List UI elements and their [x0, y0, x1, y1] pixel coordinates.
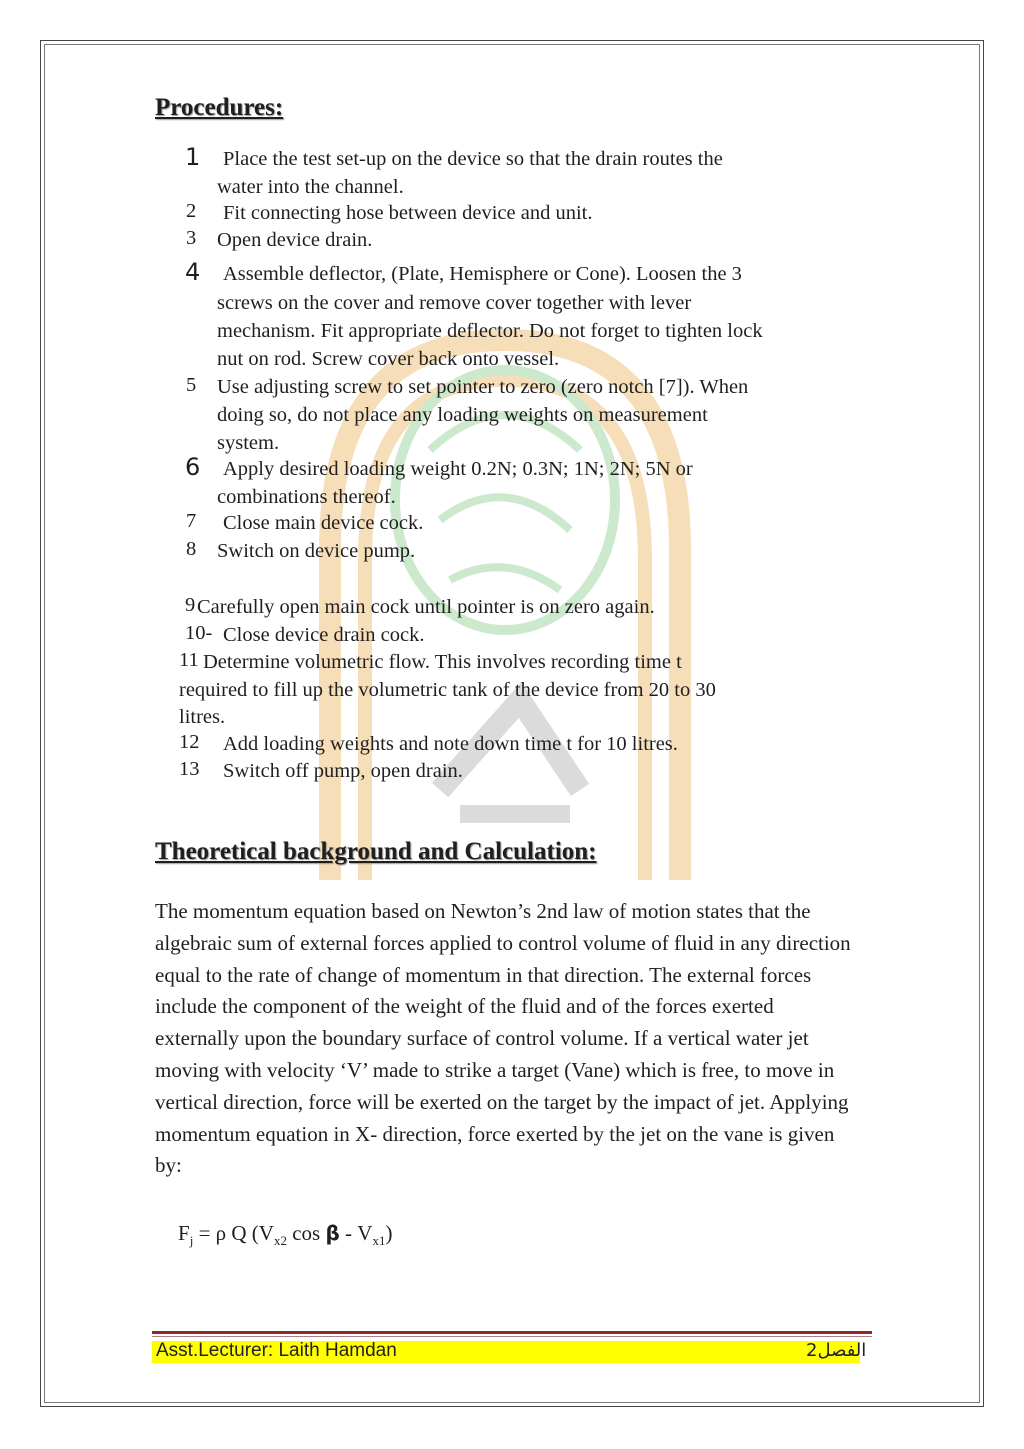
step-10-number: 10-: [185, 622, 213, 644]
step-5-line-2: doing so, do not place any loading weights on measurement: [217, 404, 708, 426]
step-8-line-1: Switch on device pump.: [217, 540, 416, 562]
formula-close: ): [385, 1221, 393, 1245]
formula-cos: cos: [286, 1221, 326, 1245]
formula-sub2: x1: [372, 1233, 386, 1249]
step-6-number: 6: [185, 453, 201, 481]
step-4-line-3: mechanism. Fit appropriate deflector. Do not forget to tighten lock: [217, 320, 763, 342]
footer-page-label: الفصل2: [806, 1340, 867, 1361]
step-7-number: 7: [186, 510, 197, 532]
formula-beta: β: [325, 1221, 340, 1245]
formula-lhs-sub: j: [189, 1233, 194, 1249]
step-5-line-3: system.: [217, 432, 280, 454]
step-2-line-1: Fit connecting hose between device and unit.: [223, 202, 593, 224]
formula-sub1: x2: [273, 1233, 287, 1249]
step-1-number: 1: [185, 143, 201, 171]
step-12-number: 12: [179, 731, 200, 753]
step-5-number: 5: [186, 374, 197, 396]
step-13-number: 13: [179, 758, 200, 780]
formula-eq: = ρ Q (V: [193, 1221, 274, 1245]
momentum-formula: [178, 1221, 392, 1249]
step-6-line-1: Apply desired loading weight 0.2N; 0.3N; 1N; 2N; 5N or: [223, 458, 693, 480]
footer-rule: [152, 1331, 872, 1334]
step-4-number: 4: [185, 258, 201, 286]
footer-author: Asst.Lecturer: Laith Hamdan: [156, 1340, 397, 1361]
step-4-line-2: screws on the cover and remove cover together with lever: [217, 292, 692, 314]
step-9-number: 9: [185, 594, 196, 616]
theory-heading: Theoretical background and Calculation:: [155, 838, 597, 865]
theory-paragraph: The momentum equation based on Newton’s 2nd law of motion states that the algebraic sum of external forces applied to control volume of fluid in any direction equal to the rate of change of momentum in that direction. The external forces include the component of the weight of the fluid and of the forces exerted externally upon the boundary surface of control volume. If a vertical water jet moving with velocity ‘V’ made to strike a target (Vane) which is free, to move in vertical direction, force will be exerted on the target by the impact of jet. Applying momentum equation in X- direction, force exerted by the jet on the vane is given by:: [155, 899, 851, 1178]
step-11-number: 11: [179, 649, 199, 671]
step-3-number: 3: [186, 227, 197, 249]
step-4-line-4: nut on rod. Screw cover back onto vessel.: [217, 348, 560, 370]
step-13-line-1: Switch off pump, open drain.: [223, 760, 463, 782]
step-11-line-3: litres.: [179, 706, 226, 728]
step-11-line-2: required to fill up the volumetric tank of the device from 20 to 30: [179, 679, 716, 701]
step-3-line-1: Open device drain.: [217, 229, 373, 251]
procedures-heading: Procedures:: [155, 94, 284, 121]
step-7-line-1: Close main device cock.: [223, 512, 424, 534]
footer-rule-thin: [152, 1336, 872, 1337]
step-1-line-2: water into the channel.: [217, 176, 404, 198]
step-9-line-1: Carefully open main cock until pointer is on zero again.: [197, 596, 655, 618]
step-11-line-1: Determine volumetric flow. This involves recording time t: [203, 651, 682, 673]
step-2-number: 2: [186, 200, 197, 222]
step-5-line-1: Use adjusting screw to set pointer to zero (zero notch [7]). When: [217, 376, 749, 398]
step-8-number: 8: [186, 538, 197, 560]
step-6-line-2: combinations thereof.: [217, 486, 396, 508]
step-10-line-1: Close device drain cock.: [223, 624, 425, 646]
formula-lhs: F: [178, 1221, 190, 1245]
step-4-line-1: Assemble deflector, (Plate, Hemisphere or Cone). Loosen the 3: [223, 263, 742, 285]
step-1-line-1: Place the test set-up on the device so that the drain routes the: [223, 148, 723, 170]
step-12-line-1: Add loading weights and note down time t for 10 litres.: [223, 733, 678, 755]
formula-minus: - V: [339, 1221, 373, 1245]
